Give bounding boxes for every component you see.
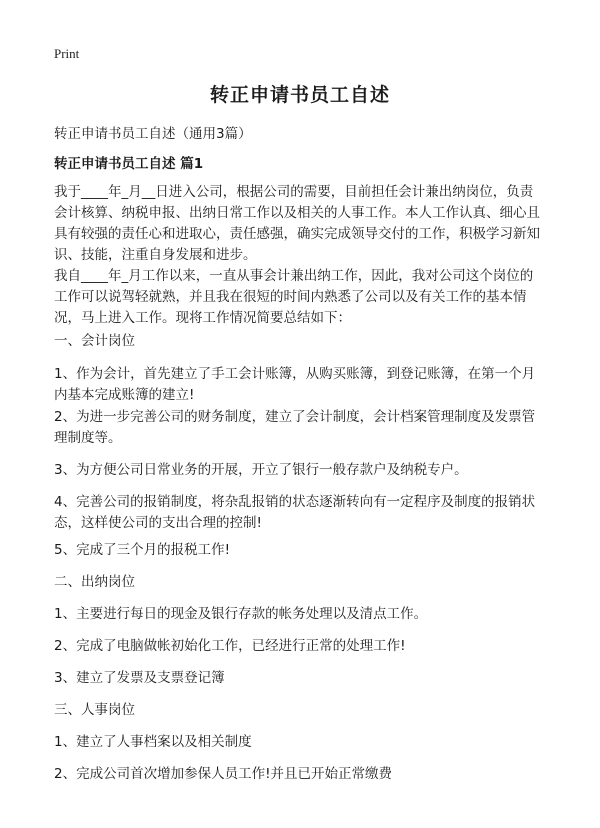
document-title: 转正申请书员工自述 (209, 84, 390, 106)
list-item: 3、建立了发票及支票登记簿 (54, 670, 225, 686)
paragraph-intro: 我于____年_月__日进入公司，根据公司的需要，目前担任会计兼出纳岗位，负责会计核算、纳税申报、出纳日常工作以及相关的人事工作。本人工作认真、细心且具有较强的责任心和进取心，责任感强，确实完成领导交付的工作，积极学习新知识、技能，注重自身发展和进步。 (54, 184, 540, 263)
list-item: 1、主要进行每日的现金及银行存款的帐务处理以及清点工作。 (54, 606, 428, 622)
list-item: 4、完善公司的报销制度，将杂乱报销的状态逐渐转向有一定程序及制度的报销状态，这样使公司的支出合理的控制! (54, 494, 536, 531)
heading-cashier: 二、出纳岗位 (54, 574, 135, 590)
list-item: 2、完成公司首次增加参保人员工作!并且已开始正常缴费 (54, 766, 393, 782)
list-item: 1、作为会计，首先建立了手工会计账簿，从购买账簿，到登记账簿，在第一个月内基本完成账簿的建立! (54, 366, 536, 403)
heading-accounting: 一、会计岗位 (54, 333, 135, 349)
document-subtitle: 转正申请书员工自述（通用3篇） (54, 126, 252, 142)
list-item: 2、完成了电脑做帐初始化工作，已经进行正常的处理工作! (54, 638, 406, 654)
list-item: 5、完成了三个月的报税工作! (54, 542, 231, 558)
list-item: 2、为进一步完善公司的财务制度，建立了会计制度，会计档案管理制度及发票管理制度等。 (54, 409, 536, 446)
section-heading: 转正申请书员工自述 篇1 (54, 156, 204, 172)
paragraph-overview: 我自____年_月工作以来，一直从事会计兼出纳工作，因此，我对公司这个岗位的工作可以说驾轻就熟，并且我在很短的时间内熟悉了公司以及有关工作的基本情况，马上进入工作。现将工作情况简要总结如下： (54, 268, 534, 326)
list-item: 1、建立了人事档案以及相关制度 (54, 734, 252, 750)
heading-hr: 三、人事岗位 (54, 702, 135, 718)
print-label: Print (54, 46, 80, 61)
list-item: 3、为方便公司日常业务的开展，开立了银行一般存款户及纳税专户。 (54, 462, 468, 478)
